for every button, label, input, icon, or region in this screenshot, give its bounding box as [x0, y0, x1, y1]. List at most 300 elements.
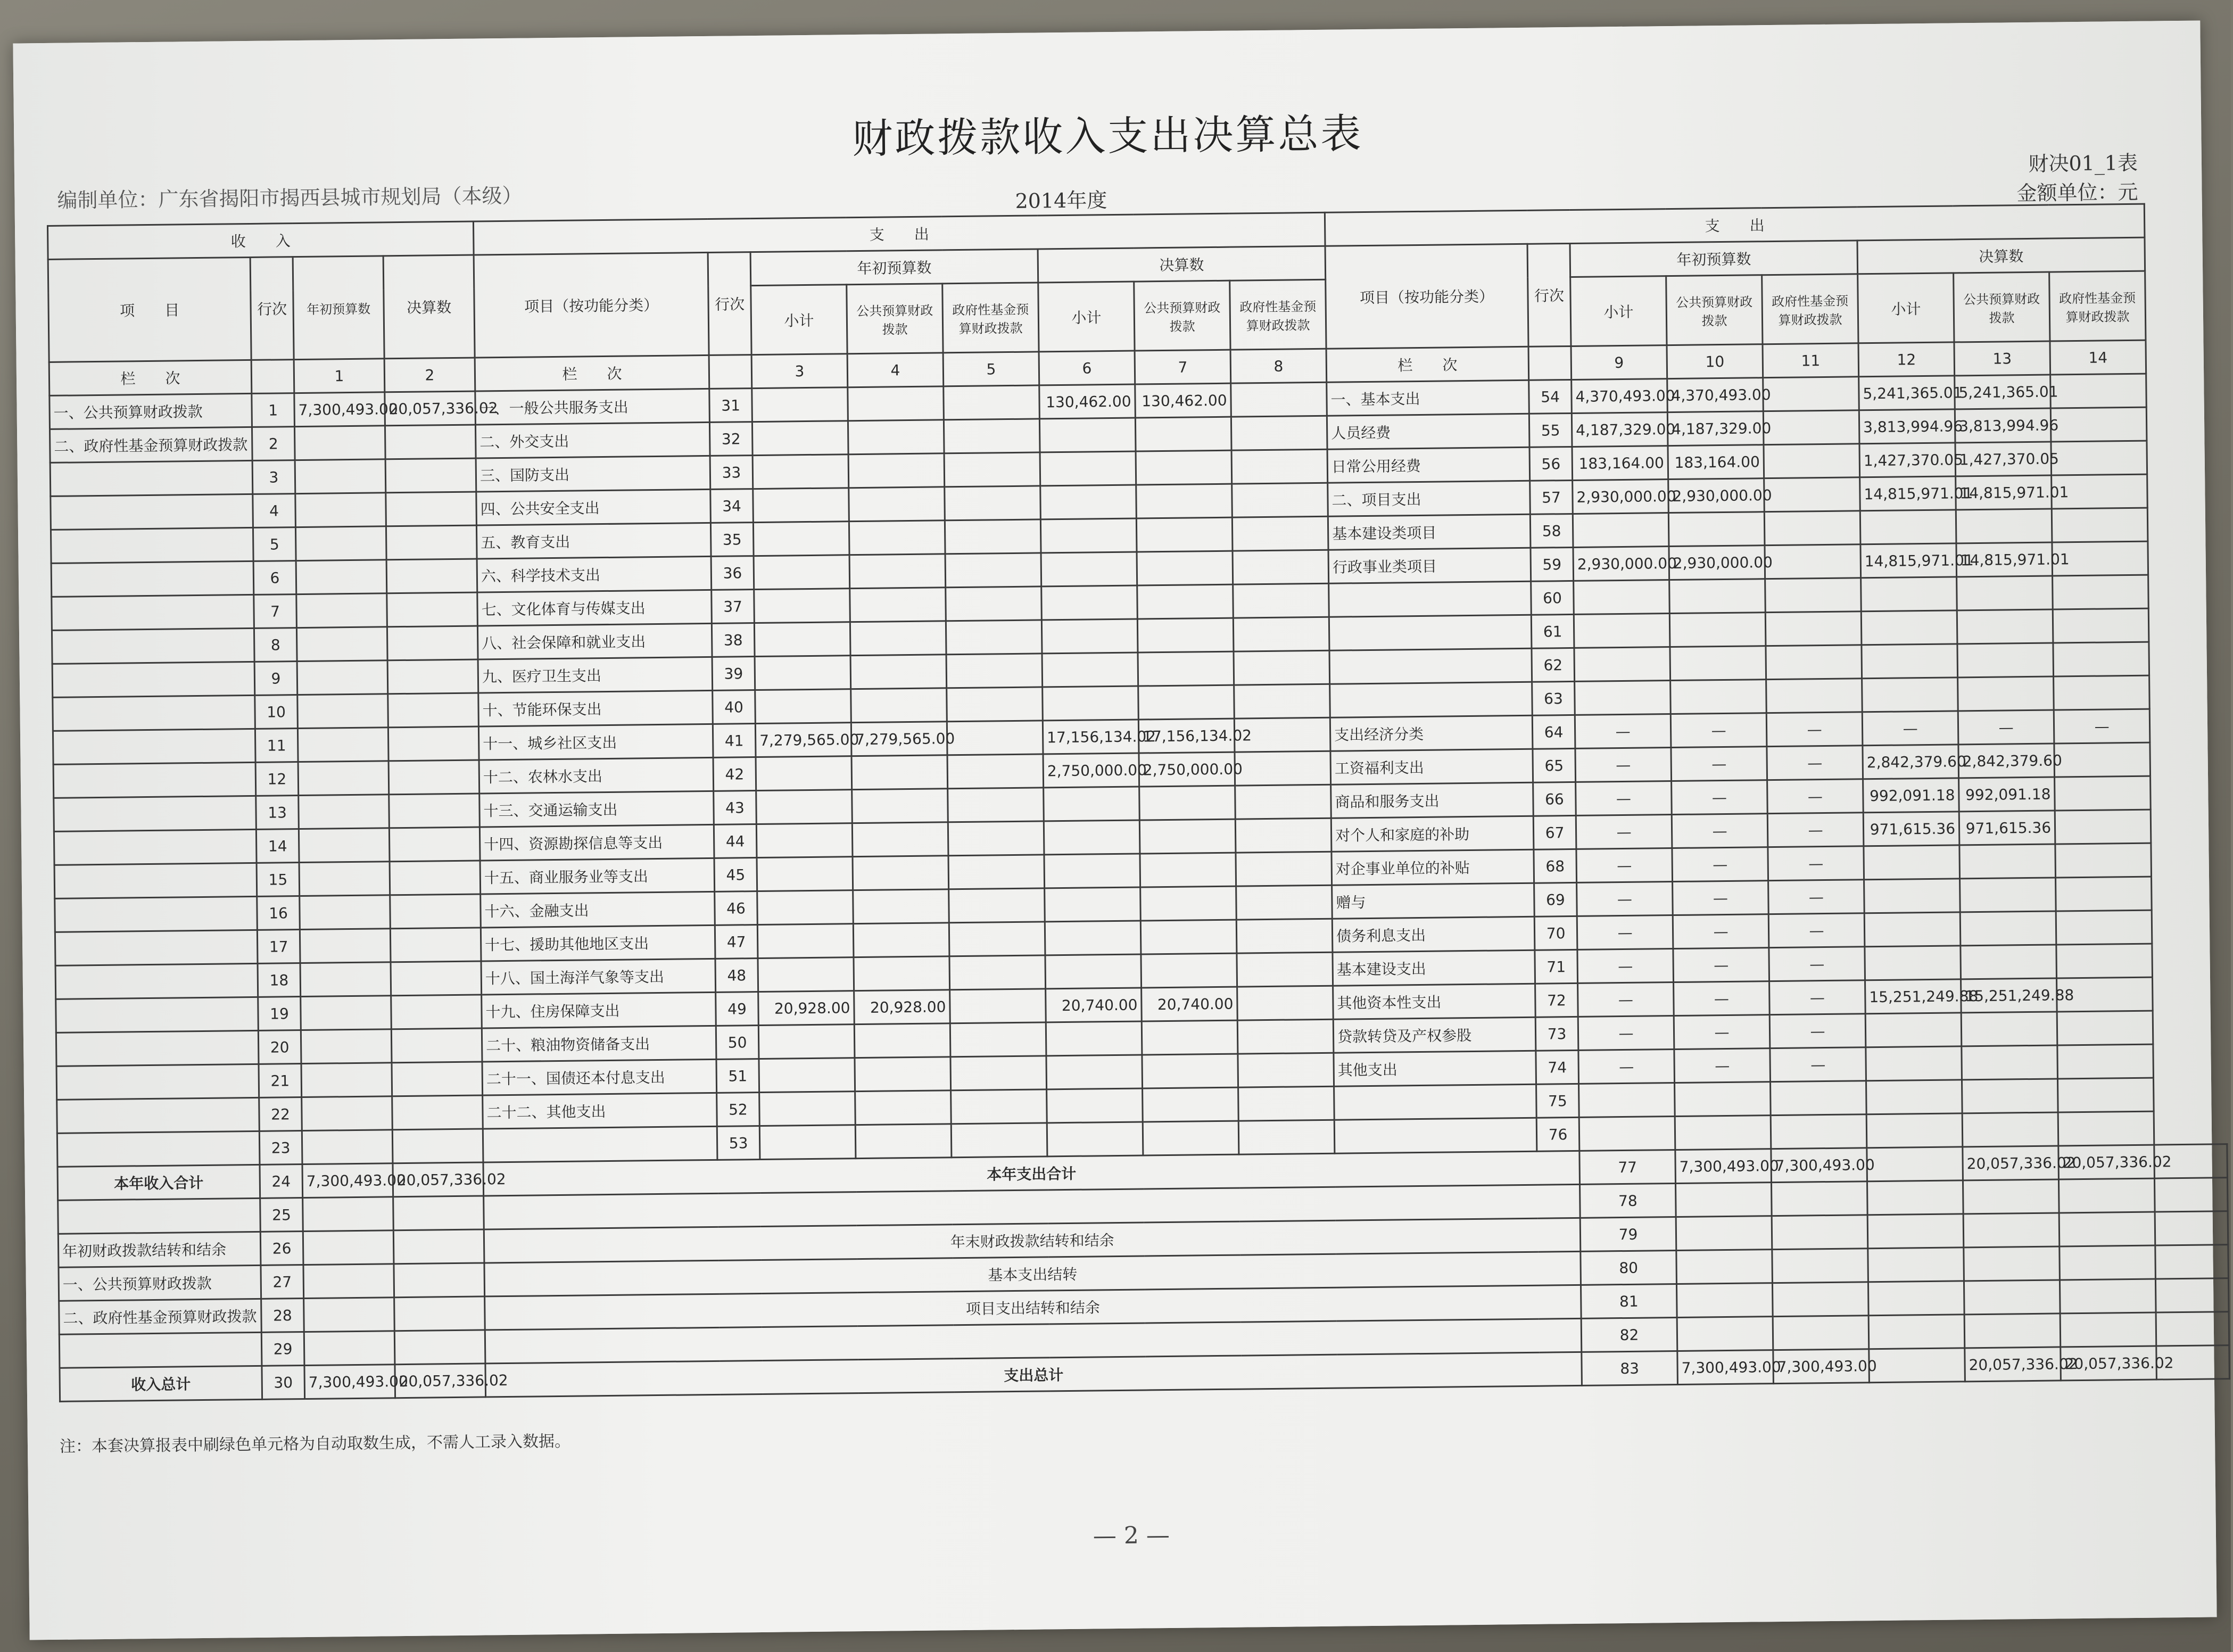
func-item-label: 二十一、国债还本付息支出	[482, 1059, 717, 1095]
econ-value-f-pub	[1958, 676, 2054, 711]
income-row-no: 16	[257, 896, 300, 930]
func-value-f-pub	[1137, 584, 1234, 619]
econ-value-b-gov: —	[1766, 712, 1863, 747]
func-value-b-gov	[950, 1022, 1046, 1057]
summary-value-f-sub: 20,057,336.02	[1965, 1347, 2061, 1382]
func-value-f-pub: 2,750,000.00	[1139, 752, 1235, 787]
econ-value-b-sub: —	[1577, 882, 1673, 916]
income-row-no: 5	[253, 527, 296, 561]
econ-item-label	[1330, 682, 1533, 717]
summary-income-final	[393, 1196, 484, 1230]
income-item-label	[53, 695, 255, 731]
summary-value-f-pub	[2058, 1178, 2155, 1213]
func-value-b-gov	[947, 687, 1043, 722]
func-item-header: 项目（按功能分类）	[474, 252, 709, 358]
income-final-value	[392, 1129, 483, 1163]
econ-item-label: 对企事业单位的补贴	[1331, 849, 1534, 885]
income-item-label	[55, 930, 258, 965]
econ-row-no: 74	[1536, 1050, 1579, 1084]
compiling-unit: 编制单位：广东省揭阳市揭西县城市规划局（本级）	[57, 184, 523, 212]
econ-value-b-gov: —	[1768, 880, 1865, 914]
econ-row-no: 62	[1532, 648, 1575, 682]
summary-income-final: 20,057,336.02	[395, 1364, 486, 1398]
econ-value-b-pub: —	[1674, 981, 1770, 1016]
econ-value-f-pub	[1960, 911, 2056, 946]
func-value-b-sub	[752, 421, 848, 456]
page-number: — 2 —	[1093, 1521, 1170, 1550]
summary-value-b-pub	[1772, 1215, 1868, 1250]
econ-value-b-sub: 183,164.00	[1572, 446, 1668, 481]
summary-value-f-sub	[1963, 1213, 2060, 1248]
func-row-no: 50	[716, 1026, 759, 1060]
econ-value-b-gov: —	[1769, 947, 1865, 981]
func-value-f-sub	[1044, 787, 1140, 821]
func-value-f-sub	[1042, 652, 1138, 687]
econ-value-b-sub: —	[1576, 815, 1672, 849]
income-final-value	[388, 693, 479, 728]
summary-value-b-gov	[1867, 1214, 1964, 1249]
income-item-label	[51, 527, 253, 563]
econ-row-no: 59	[1531, 547, 1574, 581]
econ-value-b-sub	[1574, 580, 1670, 615]
summary-value-b-gov	[1867, 1180, 1964, 1215]
func-value-b-pub	[854, 1023, 950, 1058]
econ-value-b-gov	[1771, 1114, 1867, 1149]
summary-value-f-gov	[2155, 1178, 2228, 1212]
econ-value-f-pub: 2,842,379.60	[1958, 744, 2055, 778]
func-row-no: 45	[714, 858, 757, 892]
income-final-value	[386, 559, 477, 593]
econ-item-label	[1334, 1118, 1537, 1153]
income-budget-value	[301, 1029, 392, 1064]
func-value-f-gov	[1235, 784, 1331, 819]
econ-row-no: 70	[1534, 916, 1577, 950]
income-row-no: 23	[259, 1131, 302, 1165]
econ-value-b-sub: 4,187,329.00	[1572, 412, 1668, 447]
econ-row-no: 67	[1533, 815, 1576, 849]
func-value-f-gov	[1236, 919, 1333, 953]
func-value-b-gov	[950, 989, 1046, 1023]
econ-value-b-pub: —	[1674, 1015, 1770, 1050]
econ-item-header: 项目（按功能分类）	[1325, 244, 1528, 349]
summary-value-b-gov	[1868, 1315, 1965, 1349]
func-value-f-pub	[1135, 417, 1231, 451]
income-budget-value	[297, 694, 388, 729]
func-value-b-gov	[948, 821, 1044, 856]
econ-value-b-pub: —	[1671, 747, 1767, 781]
income-final-value	[387, 626, 478, 660]
income-item-label	[52, 594, 254, 630]
income-item-label	[51, 494, 253, 530]
func-value-b-sub	[758, 1025, 855, 1059]
func-value-b-pub	[850, 588, 946, 622]
econ-item-label	[1329, 581, 1532, 617]
econ-value-f-gov	[2058, 1111, 2154, 1146]
summary-value-b-pub	[1773, 1282, 1869, 1317]
gov-fund-header: 政府性基金预算财政拨款	[1762, 274, 1858, 344]
econ-value-f-sub	[1864, 879, 1961, 913]
econ-value-f-gov	[2056, 910, 2152, 945]
econ-value-b-pub: 4,187,329.00	[1667, 411, 1764, 446]
econ-value-f-sub	[1866, 1046, 1962, 1081]
econ-value-b-gov: —	[1769, 980, 1866, 1015]
income-item-label	[54, 796, 257, 831]
func-item-label: 四、公共安全支出	[476, 489, 711, 525]
income-item-label: 二、政府性基金预算财政拨款	[49, 427, 252, 462]
summary-value-b-sub: 7,300,493.00	[1677, 1350, 1774, 1385]
summary-income-row-no: 29	[261, 1332, 304, 1366]
income-row-no: 15	[257, 863, 300, 897]
summary-income-row-no: 25	[260, 1198, 303, 1232]
summary-income-final	[394, 1330, 485, 1365]
func-value-b-gov	[950, 1056, 1047, 1091]
summary-income-budget	[304, 1331, 395, 1366]
func-value-b-pub: 7,279,565.00	[851, 722, 947, 756]
func-value-b-gov	[944, 452, 1040, 487]
econ-value-b-gov	[1771, 1081, 1867, 1116]
col-label: 栏 次	[49, 360, 252, 395]
func-item-label: 十七、援助其他地区支出	[481, 925, 715, 961]
func-value-b-sub	[753, 522, 849, 556]
func-item-label: 八、社会保障和就业支出	[477, 623, 712, 659]
public-budget-header: 公共预算财政拨款	[847, 284, 943, 354]
econ-value-f-pub	[1961, 1012, 2057, 1046]
econ-value-f-sub	[1862, 644, 1958, 679]
econ-value-f-sub: 2,842,379.60	[1863, 745, 1959, 779]
econ-value-b-pub: 2,930,000.00	[1668, 478, 1765, 513]
subtotal-header: 小计	[1858, 273, 1954, 343]
econ-value-b-pub	[1670, 680, 1767, 714]
func-value-b-pub	[849, 554, 946, 589]
econ-budget-header: 年初预算数	[1570, 241, 1858, 277]
report-year: 2014年度	[1015, 188, 1107, 213]
func-row-no: 52	[717, 1093, 760, 1127]
econ-item-label: 债务利息支出	[1332, 916, 1535, 952]
summary-expense-row-no: 83	[1582, 1351, 1678, 1385]
income-budget-value	[302, 1130, 393, 1164]
summary-income-budget	[304, 1298, 395, 1332]
econ-value-f-sub: —	[1862, 711, 1958, 746]
econ-value-b-gov: —	[1769, 1014, 1866, 1048]
income-final-value	[385, 458, 476, 493]
econ-value-b-gov: —	[1767, 813, 1864, 847]
func-value-f-pub	[1140, 853, 1236, 887]
econ-value-b-gov: —	[1770, 1047, 1866, 1082]
income-row-no: 9	[254, 662, 297, 696]
financial-table	[47, 202, 2230, 1402]
func-row-no: 36	[711, 556, 754, 590]
func-value-f-sub: 2,750,000.00	[1043, 753, 1139, 788]
func-row-no: 46	[715, 891, 758, 926]
func-value-f-gov	[1233, 583, 1329, 618]
econ-value-b-sub: 4,370,493.00	[1572, 379, 1668, 414]
func-value-b-gov	[949, 922, 1045, 956]
econ-item-label: 商品和服务支出	[1331, 782, 1534, 818]
income-budget-value	[299, 828, 390, 863]
col-label: 栏 次	[1326, 346, 1529, 382]
econ-value-f-sub	[1864, 912, 1961, 947]
econ-row-no: 72	[1535, 983, 1578, 1017]
income-row-no: 22	[259, 1097, 302, 1131]
econ-value-b-gov: —	[1768, 913, 1865, 948]
econ-row-no: 76	[1536, 1117, 1579, 1151]
summary-value-b-gov	[1867, 1147, 1963, 1182]
col-number: 14	[2050, 340, 2146, 375]
summary-value-b-pub: 7,300,493.00	[1771, 1148, 1867, 1183]
econ-row-no: 68	[1534, 849, 1577, 883]
func-value-b-sub	[754, 555, 850, 590]
econ-value-f-gov: —	[2054, 709, 2150, 744]
econ-value-b-pub: 2,930,000.00	[1669, 546, 1765, 580]
func-value-f-pub	[1140, 920, 1237, 954]
func-value-f-sub	[1045, 921, 1141, 955]
income-budget-value: 7,300,493.00	[294, 392, 385, 427]
summary-income-row-no: 28	[261, 1299, 304, 1333]
func-value-b-sub: 20,928.00	[758, 991, 855, 1026]
econ-item-label: 基本建设类项目	[1328, 514, 1531, 550]
econ-value-b-sub: —	[1575, 748, 1672, 782]
income-budget-header: 年初预算数	[293, 256, 384, 360]
econ-value-b-sub: 2,930,000.00	[1573, 480, 1669, 514]
econ-item-label: 二、项目支出	[1328, 481, 1531, 516]
func-value-f-sub: 17,156,134.02	[1043, 720, 1139, 754]
func-value-f-gov	[1238, 1053, 1334, 1087]
func-value-b-pub	[848, 386, 944, 421]
summary-value-f-sub	[1964, 1280, 2060, 1315]
econ-value-b-sub	[1579, 1083, 1675, 1118]
summary-value-b-pub	[1773, 1316, 1869, 1350]
summary-value-b-sub: 7,300,493.00	[1675, 1149, 1772, 1184]
econ-value-b-gov	[1764, 444, 1860, 478]
income-row-no: 7	[254, 594, 297, 629]
econ-value-b-gov	[1763, 410, 1859, 445]
income-final-value	[389, 794, 480, 828]
econ-value-b-pub	[1670, 646, 1766, 681]
col-number: 3	[751, 354, 848, 389]
func-value-f-pub	[1138, 685, 1235, 720]
income-final-value	[388, 726, 479, 761]
func-value-b-pub	[854, 956, 950, 991]
econ-value-f-sub	[1860, 510, 1956, 544]
income-row-no: 19	[258, 997, 301, 1031]
econ-item-label: 支出经济分类	[1330, 715, 1533, 751]
func-row-no: 49	[716, 992, 759, 1026]
func-value-b-sub	[752, 455, 849, 489]
income-row-no: 3	[252, 460, 295, 494]
econ-value-f-sub	[1866, 1080, 1963, 1114]
func-value-f-sub	[1043, 686, 1139, 721]
summary-value-b-gov	[1868, 1281, 1964, 1316]
income-row-no: 21	[259, 1064, 302, 1098]
income-item-label	[52, 628, 254, 664]
econ-item-label: 赠与	[1332, 883, 1535, 919]
col-number: 2	[384, 358, 475, 392]
summary-value-b-gov	[1869, 1348, 1965, 1383]
func-value-b-gov	[944, 419, 1040, 453]
col-number: 13	[1954, 341, 2050, 376]
income-budget-value	[300, 895, 391, 930]
econ-value-b-sub: —	[1578, 1050, 1675, 1084]
col-number: 1	[294, 359, 385, 393]
func-value-f-pub	[1143, 1121, 1239, 1155]
econ-value-f-pub	[1957, 576, 2053, 610]
summary-expense-row-no: 81	[1581, 1284, 1677, 1318]
econ-rowno-header: 行次	[1527, 243, 1571, 346]
summary-income-label	[58, 1198, 261, 1234]
income-final-value: 20,057,336.02	[385, 391, 476, 426]
econ-value-b-sub	[1579, 1117, 1675, 1151]
expense-func-header: 支 出	[473, 212, 1325, 255]
econ-item-label	[1334, 1084, 1537, 1120]
summary-expense-row-no: 82	[1581, 1317, 1677, 1352]
econ-value-f-sub: 992,091.18	[1863, 778, 1959, 813]
func-item-label: 十五、商业服务业等支出	[480, 858, 715, 894]
func-value-b-gov	[945, 519, 1041, 554]
document-page	[13, 21, 2217, 1640]
income-budget-value	[299, 862, 390, 896]
func-value-b-pub	[850, 655, 947, 689]
col-number: 12	[1858, 342, 1955, 377]
econ-value-f-pub: 14,815,971.01	[1956, 542, 2053, 577]
summary-income-label: 年初财政拨款结转和结余	[58, 1232, 261, 1267]
income-budget-value	[301, 996, 392, 1030]
income-item-label	[57, 1097, 260, 1133]
func-item-label: 十六、金融支出	[481, 891, 715, 928]
func-value-b-pub	[853, 856, 949, 890]
func-budget-header: 年初预算数	[750, 249, 1038, 286]
econ-value-f-sub	[1861, 577, 1957, 612]
income-budget-value	[295, 526, 386, 561]
func-value-b-pub	[848, 420, 944, 455]
func-value-b-sub	[755, 689, 851, 724]
func-value-b-pub	[848, 453, 945, 488]
summary-expense-label: 项目支出结转和结余	[485, 1285, 1582, 1330]
summary-income-row-no: 27	[261, 1265, 304, 1299]
econ-value-f-sub	[1865, 946, 1961, 980]
summary-expense-row-no: 79	[1580, 1217, 1676, 1252]
func-value-f-pub	[1136, 484, 1233, 518]
income-final-value	[389, 827, 480, 862]
econ-item-label: 其他资本性支出	[1333, 984, 1536, 1019]
econ-value-b-gov	[1764, 511, 1860, 546]
econ-value-f-pub	[1957, 609, 2053, 644]
summary-income-budget	[303, 1264, 394, 1299]
econ-item-label: 工资福利支出	[1330, 749, 1533, 784]
econ-row-no: 75	[1536, 1084, 1579, 1118]
econ-value-f-sub: 3,813,994.96	[1859, 409, 1955, 444]
summary-value-b-gov	[1868, 1248, 1964, 1282]
income-final-value	[390, 928, 481, 962]
func-item-label: 二十、粮油物资储备支出	[482, 1026, 716, 1062]
income-row-no: 17	[257, 930, 300, 964]
econ-value-f-pub: 3,813,994.96	[1955, 408, 2051, 443]
econ-value-f-sub	[1866, 1113, 1963, 1148]
func-value-f-pub	[1138, 651, 1234, 686]
econ-value-b-pub	[1675, 1082, 1771, 1117]
summary-value-f-sub	[1964, 1246, 2060, 1281]
income-final-value	[392, 1095, 483, 1130]
income-budget-value	[297, 728, 388, 762]
func-value-f-sub	[1040, 485, 1137, 519]
expense-econ-header: 支 出	[1325, 204, 2145, 246]
summary-value-f-gov	[2155, 1211, 2228, 1245]
income-item-label	[50, 460, 253, 496]
income-item-label	[54, 829, 257, 865]
income-budget-value	[302, 1096, 393, 1131]
func-value-f-pub	[1137, 618, 1234, 652]
income-budget-value	[295, 493, 386, 527]
income-budget-value	[295, 459, 386, 494]
econ-row-no: 56	[1529, 447, 1573, 481]
summary-income-row-no: 24	[260, 1164, 303, 1199]
econ-item-label: 一、基本支出	[1327, 380, 1529, 416]
summary-value-f-pub: 20,057,336.02	[2058, 1145, 2155, 1179]
econ-value-f-sub: 14,815,971.01	[1860, 476, 1956, 511]
func-row-no: 37	[712, 590, 755, 624]
func-value-f-gov	[1233, 550, 1329, 584]
func-value-f-pub	[1141, 953, 1237, 988]
econ-row-no: 58	[1530, 514, 1573, 548]
func-value-b-gov	[946, 654, 1043, 688]
econ-value-f-sub: 14,815,971.01	[1860, 543, 1957, 578]
func-value-f-gov	[1232, 516, 1328, 551]
summary-value-f-gov	[2156, 1312, 2229, 1346]
summary-value-f-sub	[1964, 1314, 2061, 1348]
func-value-b-gov	[948, 855, 1045, 889]
income-final-value	[388, 760, 479, 795]
public-budget-header: 公共预算财政拨款	[1666, 275, 1763, 345]
func-value-f-sub	[1039, 418, 1136, 452]
func-value-f-gov	[1237, 1019, 1334, 1054]
econ-value-f-gov	[2051, 441, 2147, 475]
econ-value-f-gov	[2056, 877, 2152, 911]
func-value-b-pub	[852, 789, 948, 823]
econ-value-f-gov	[2053, 608, 2149, 643]
income-row-no: 2	[252, 427, 295, 461]
summary-income-budget: 7,300,493.00	[302, 1163, 393, 1198]
econ-item-label: 对个人和家庭的补助	[1331, 816, 1534, 852]
summary-value-f-sub	[1963, 1179, 2060, 1214]
income-item-header: 项 目	[48, 257, 251, 362]
econ-value-b-sub: —	[1578, 1016, 1674, 1051]
income-row-no: 18	[258, 963, 301, 997]
gov-fund-header: 政府性基金预算财政拨款	[2049, 271, 2146, 341]
col-label: 栏 次	[475, 355, 709, 391]
func-item-label: 十八、国土海洋气象等支出	[481, 959, 716, 995]
econ-value-b-gov: —	[1767, 746, 1863, 780]
func-value-f-gov	[1236, 852, 1332, 886]
income-rowno-header: 行次	[250, 257, 294, 360]
func-value-f-gov	[1234, 650, 1330, 685]
summary-income-budget	[303, 1230, 394, 1265]
econ-row-no: 63	[1532, 681, 1575, 715]
func-row-no: 43	[714, 791, 757, 825]
col-number: 10	[1667, 344, 1763, 379]
econ-value-f-pub: 971,615.36	[1959, 811, 2055, 845]
summary-income-row-no: 30	[262, 1366, 305, 1400]
econ-value-b-gov: —	[1767, 779, 1864, 814]
econ-value-b-sub: —	[1578, 982, 1674, 1017]
func-value-f-sub: 130,462.00	[1039, 384, 1136, 419]
func-row-no: 39	[712, 657, 755, 691]
col-number: 5	[943, 352, 1039, 386]
econ-value-f-pub: 15,251,249.88	[1961, 978, 2057, 1013]
income-row-no: 6	[253, 561, 296, 595]
func-value-b-pub	[855, 1091, 952, 1125]
econ-value-b-sub: 2,930,000.00	[1573, 547, 1669, 581]
econ-value-b-pub: —	[1673, 914, 1769, 949]
econ-value-f-pub	[1959, 844, 2056, 879]
